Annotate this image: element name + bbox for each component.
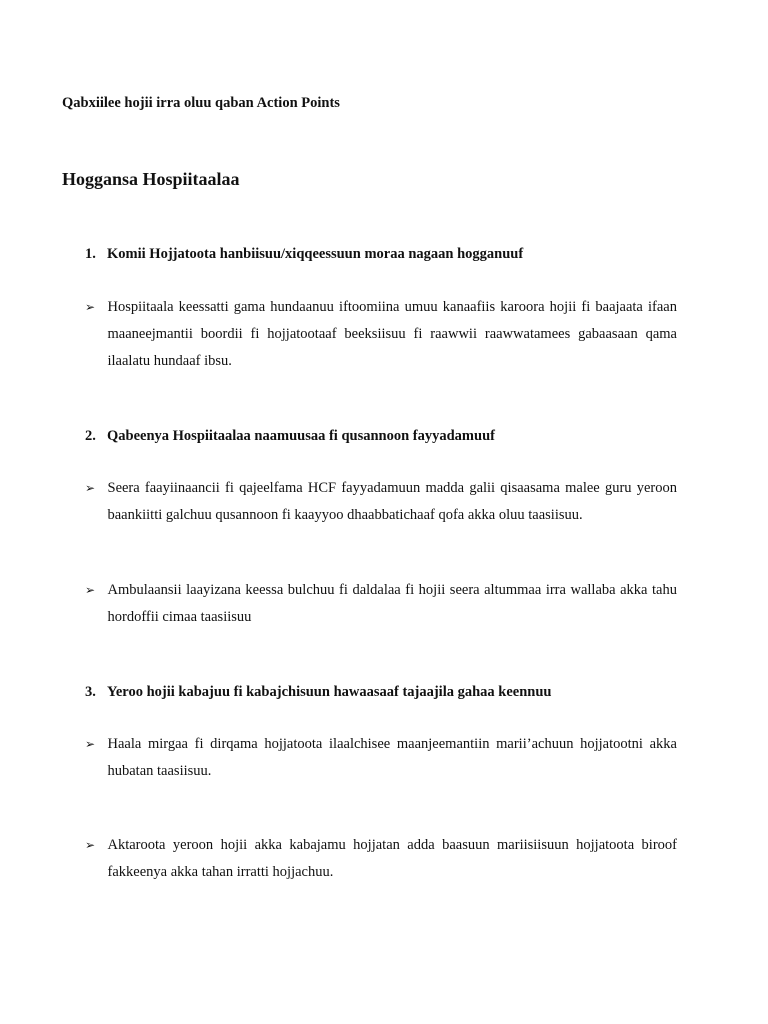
bullet-text: Seera faayiinaancii fi qajeelfama HCF fayyadamuun madda galii qisaasama malee guru yeroon baankiitti galchuu qusannoon fi kaayyoo dhaabbatichaaf qofa akka oluu taasiisuu. — [107, 480, 677, 523]
bullet-text: Aktaroota yeroon hojii akka kabajamu hojjatan adda baasuun mariisiisuun hojjatoota biroof fakkeenya akka tahan irratti hojjachuu. — [107, 837, 677, 880]
arrow-bullet-icon: ➢ — [85, 300, 96, 314]
heading-number: 3. — [85, 684, 96, 700]
heading-text: Qabeenya Hospiitaalaa naamuusaa fi qusannoon fayyadamuuf — [107, 428, 495, 444]
bullet-item — [85, 577, 677, 631]
document-title: Qabxiilee hojii irra oluu qaban Action Points — [62, 95, 340, 111]
bullet-item — [85, 475, 677, 529]
numbered-heading-3 — [85, 682, 685, 702]
bullet-text: Ambulaansii laayizana keessa bulchuu fi daldalaa fi hojii seera altummaa irra wallaba akka tahu hordoffii cimaa taasiisuu — [107, 582, 677, 625]
heading-text: Yeroo hojii kabajuu fi kabajchisuun hawaasaaf tajaajila gahaa keennuu — [107, 684, 552, 700]
section-heading: Hoggansa Hospiitaalaa — [62, 169, 240, 189]
arrow-bullet-icon: ➢ — [85, 838, 96, 852]
bullet-item — [85, 832, 677, 886]
heading-text: Komii Hojjatoota hanbiisuu/xiqqeessuun moraa nagaan hogganuuf — [107, 246, 524, 262]
arrow-bullet-icon: ➢ — [85, 737, 96, 751]
numbered-heading-1 — [85, 244, 685, 264]
heading-number: 2. — [85, 428, 96, 444]
arrow-bullet-icon: ➢ — [85, 481, 96, 495]
bullet-item — [85, 294, 677, 375]
numbered-heading-2 — [85, 426, 685, 446]
bullet-item — [85, 731, 677, 785]
arrow-bullet-icon: ➢ — [85, 583, 96, 597]
bullet-text: Hospiitaala keessatti gama hundaanuu iftoomiina umuu kanaafiis karoora hojii fi baajaata ifaan maaneejmantii boordii fi hojjatootaaf beeksiisuu fi raawwii raawwatamees gabaasaan qama ilaalatu hundaaf ibsu. — [107, 299, 677, 369]
heading-number: 1. — [85, 246, 96, 262]
bullet-text: Haala mirgaa fi dirqama hojjatoota ilaalchisee maanjeemantiin marii’achuun hojjatootni akka hubatan taasiisuu. — [107, 736, 677, 779]
